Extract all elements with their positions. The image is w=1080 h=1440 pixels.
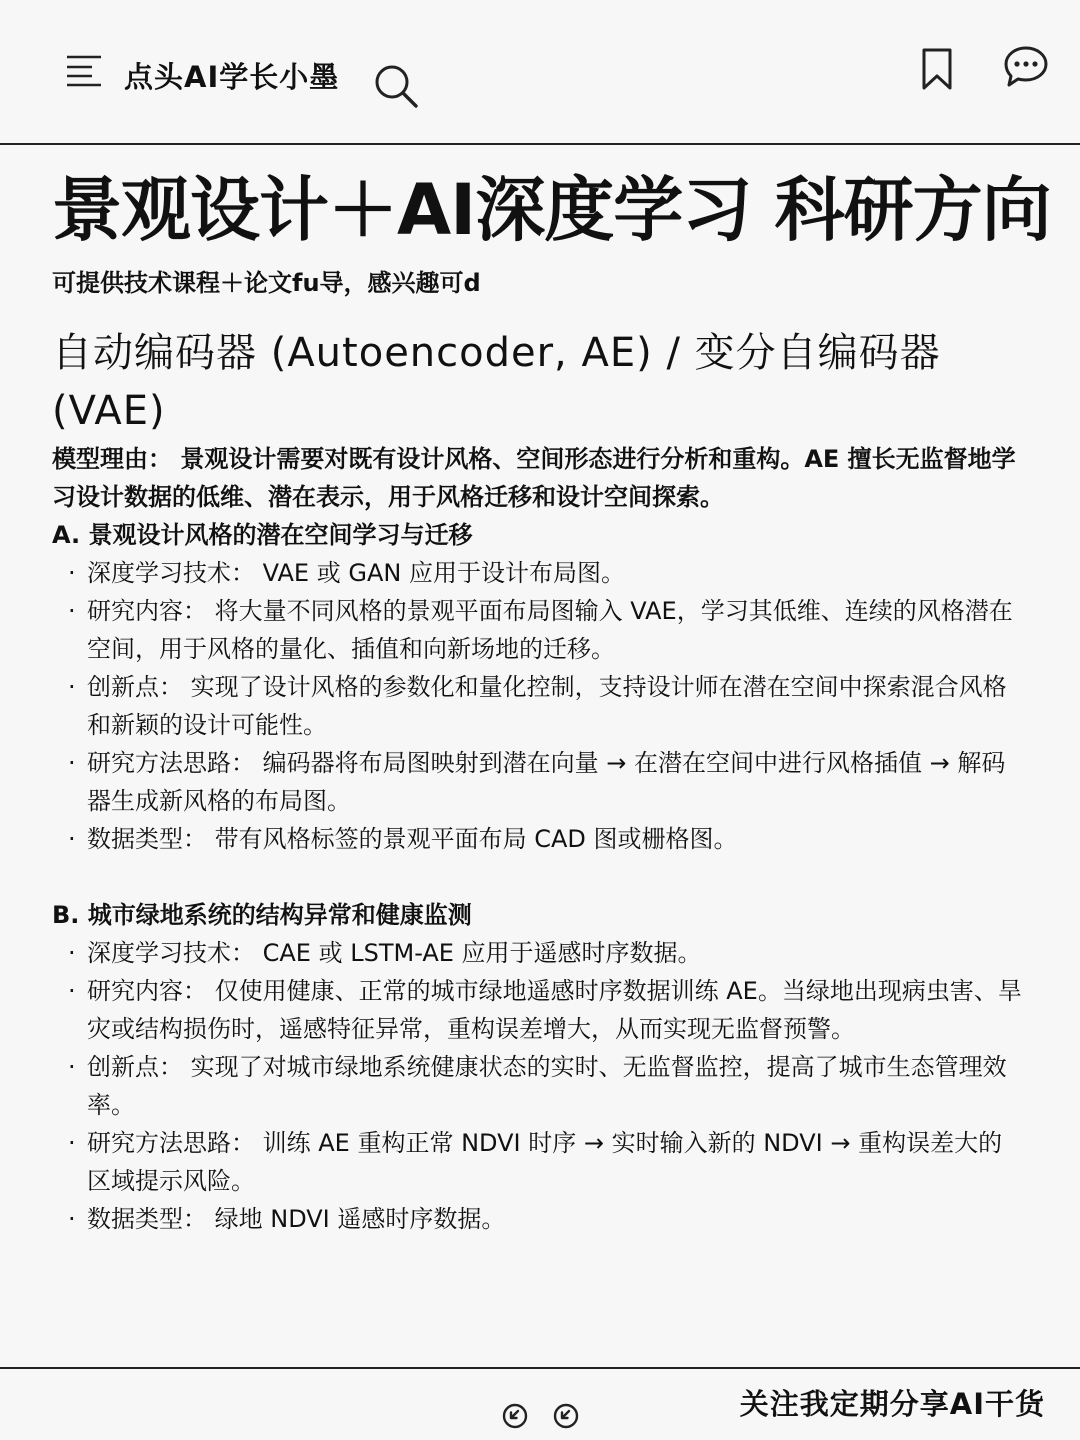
top-bar bbox=[0, 0, 1080, 145]
article bbox=[52, 168, 1051, 1238]
list-item-text: 研究内容： 仅使用健康、正常的城市绿地遥感时序数据训练 AE。当绿地出现病虫害、旱灾或结构损伤时，遥感特征异常，重构误差增大，从而实现无监督预警。 bbox=[87, 977, 1022, 1043]
prev-icon[interactable] bbox=[502, 1403, 528, 1429]
list-item-text: 创新点： 实现了设计风格的参数化和量化控制，支持设计师在潜在空间中探索混合风格和新颖的设计可能性。 bbox=[87, 673, 1007, 739]
bullet-dot: · bbox=[68, 939, 76, 967]
search-icon[interactable] bbox=[373, 63, 419, 109]
model-reason: 模型理由： 景观设计需要对既有设计风格、空间形态进行分析和重构。AE 擅长无监督地学习设计数据的低维、潜在表示，用于风格迁移和设计空间探索。 bbox=[52, 445, 1016, 511]
list-item bbox=[52, 1048, 1022, 1124]
list-item bbox=[52, 934, 1022, 972]
bullet-dot: · bbox=[68, 1205, 76, 1233]
subtitle: 可提供技术课程＋论文fu导，感兴趣可d bbox=[52, 269, 481, 297]
list-item-text: 深度学习技术： CAE 或 LSTM-AE 应用于遥感时序数据。 bbox=[87, 939, 702, 967]
list-item-text: 研究方法思路： 训练 AE 重构正常 NDVI 时序 → 实时输入新的 NDVI → 重构误差大的区域提示风险。 bbox=[87, 1129, 1003, 1195]
list-item bbox=[52, 744, 1022, 820]
list-item bbox=[52, 820, 1022, 858]
part-b-heading: B. 城市绿地系统的结构异常和健康监测 bbox=[52, 901, 472, 929]
list-item-text: 研究内容： 将大量不同风格的景观平面布局图输入 VAE，学习其低维、连续的风格潜在空间，用于风格的量化、插值和向新场地的迁移。 bbox=[87, 597, 1013, 663]
menu-icon[interactable] bbox=[66, 54, 102, 88]
list-item-text: 研究方法思路： 编码器将布局图映射到潜在向量 → 在潜在空间中进行风格插值 → 解码器生成新风格的布局图。 bbox=[87, 749, 1006, 815]
list-item bbox=[52, 668, 1022, 744]
bullet-dot: · bbox=[68, 1129, 76, 1157]
brand-name: 点头AI学长小墨 bbox=[124, 60, 340, 94]
spacer bbox=[52, 858, 1022, 896]
section-title: 自动编码器 (Autoencoder, AE) / 变分自编码器 (VAE) bbox=[52, 330, 941, 434]
list-item bbox=[52, 1124, 1022, 1200]
bullet-dot: · bbox=[68, 673, 76, 701]
bullet-dot: · bbox=[68, 977, 76, 1005]
list-item bbox=[52, 592, 1022, 668]
list-item bbox=[52, 972, 1022, 1048]
chat-icon[interactable] bbox=[1003, 45, 1049, 89]
list-item-text: 数据类型： 绿地 NDVI 遥感时序数据。 bbox=[87, 1205, 506, 1233]
part-a-list bbox=[52, 554, 1022, 858]
footer-divider bbox=[0, 1367, 1080, 1369]
bullet-dot: · bbox=[68, 749, 76, 777]
page-title: 景观设计＋AI深度学习 科研方向 bbox=[52, 169, 1051, 251]
list-item-text: 深度学习技术： VAE 或 GAN 应用于设计布局图。 bbox=[87, 559, 625, 587]
header-divider bbox=[0, 143, 1080, 145]
list-item bbox=[52, 554, 1022, 592]
bullet-dot: · bbox=[68, 597, 76, 625]
list-item bbox=[52, 1200, 1022, 1238]
part-a-heading: A. 景观设计风格的潜在空间学习与迁移 bbox=[52, 521, 473, 549]
bullet-dot: · bbox=[68, 1053, 76, 1081]
list-item-text: 创新点： 实现了对城市绿地系统健康状态的实时、无监督监控，提高了城市生态管理效率。 bbox=[87, 1053, 1007, 1119]
bullet-dot: · bbox=[68, 559, 76, 587]
footer-text: 关注我定期分享AI干货 bbox=[739, 1387, 1045, 1421]
part-b-list bbox=[52, 934, 1022, 1238]
bullet-dot: · bbox=[68, 825, 76, 853]
bookmark-icon[interactable] bbox=[920, 48, 954, 90]
next-icon[interactable] bbox=[553, 1403, 579, 1429]
list-item-text: 数据类型： 带有风格标签的景观平面布局 CAD 图或栅格图。 bbox=[87, 825, 738, 853]
